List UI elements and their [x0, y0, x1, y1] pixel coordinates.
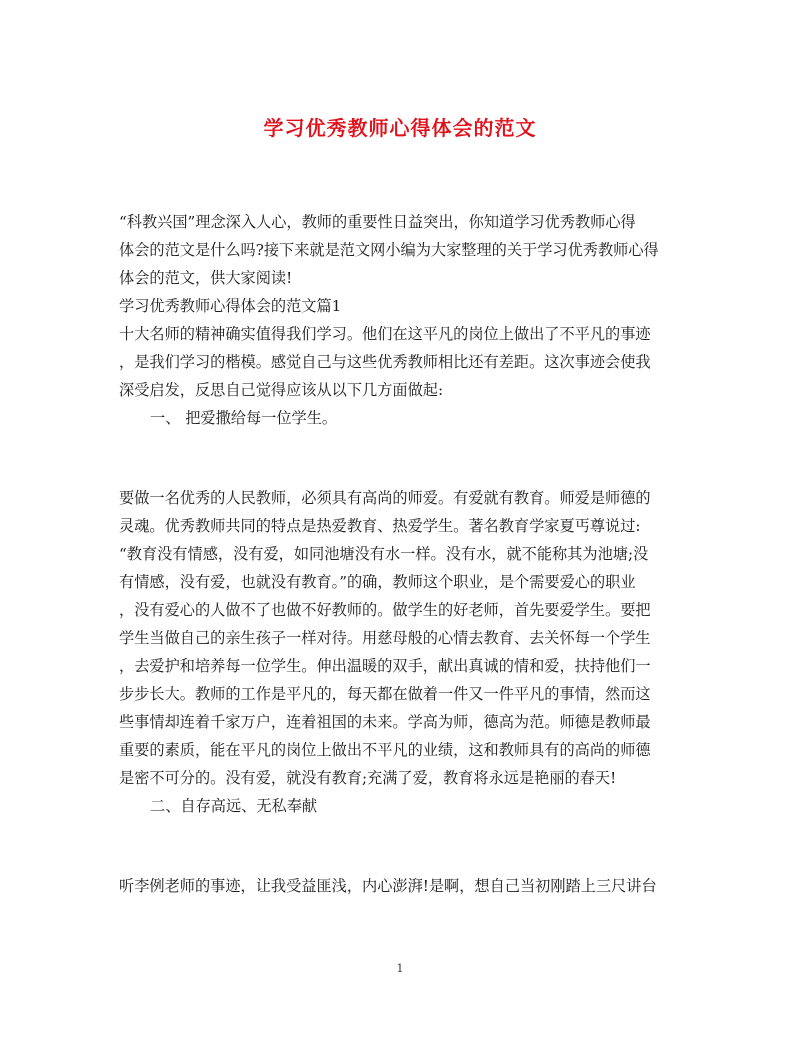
- paragraph-line: “科教兴国”理念深入人心，教师的重要性日益突出，你知道学习优秀教师心得: [119, 213, 636, 231]
- paragraph-line: 些事情却连着千家万户，连着祖国的未来。学高为师，德高为范。师德是教师最: [119, 713, 651, 731]
- document-title: 学习优秀教师心得体会的范文: [263, 116, 537, 140]
- paragraph-line: ，去爱护和培养每一位学生。伸出温暖的双手，献出真诚的情和爱，扶持他们一: [119, 657, 651, 675]
- paragraph-line: “教育没有情感，没有爱，如同池塘没有水一样。没有水，就不能称其为池塘;没: [119, 545, 649, 563]
- paragraph-line: 十大名师的精神确实值得我们学习。他们在这平凡的岗位上做出了不平凡的事迹: [119, 325, 651, 343]
- paragraph-line: 有情感，没有爱，也就没有教育。”的确，教师这个职业，是个需要爱心的职业: [119, 573, 636, 591]
- paragraph-line: ，没有爱心的人做不了也做不好教师的。做学生的好老师，首先要爱学生。要把: [119, 601, 651, 619]
- paragraph-line: 步步长大。教师的工作是平凡的，每天都在做着一件又一件平凡的事情，然而这: [119, 685, 651, 703]
- subheading: 二、自存高远、无私奉献: [150, 797, 318, 815]
- paragraph-line: 是密不可分的。没有爱，就没有教育;充满了爱，教育将永远是艳丽的春天!: [119, 769, 617, 787]
- paragraph-line: 重要的素质，能在平凡的岗位上做出不平凡的业绩，这和教师具有的高尚的师德: [119, 741, 651, 759]
- paragraph-line: 体会的范文是什么吗?接下来就是范文网小编为大家整理的关于学习优秀教师心得: [119, 241, 659, 259]
- paragraph-line: 灵魂。优秀教师共同的特点是热爱教育、热爱学生。著名教育学家夏丐尊说过:: [119, 517, 641, 535]
- paragraph-line: 学生当做自己的亲生孩子一样对待。用慈母般的心情去教育、去关怀每一个学生: [119, 629, 651, 647]
- paragraph-line: 深受启发，反思自己觉得应该从以下几方面做起:: [119, 381, 444, 399]
- paragraph-line: 体会的范文，供大家阅读!: [119, 269, 293, 287]
- paragraph-line: 听李例老师的事迹，让我受益匪浅，内心澎湃!是啊，想自己当初刚踏上三尺讲台: [119, 877, 657, 895]
- page-number: 1: [396, 962, 404, 975]
- section-heading: 学习优秀教师心得体会的范文篇1: [119, 297, 342, 315]
- subheading: 一、 把爱撒给每一位学生。: [150, 409, 338, 427]
- paragraph-line: ，是我们学习的楷模。感觉自己与这些优秀教师相比还有差距。这次事迹会使我: [119, 353, 651, 371]
- paragraph-line: 要做一名优秀的人民教师，必须具有高尚的师爱。有爱就有教育。师爱是师德的: [119, 489, 651, 507]
